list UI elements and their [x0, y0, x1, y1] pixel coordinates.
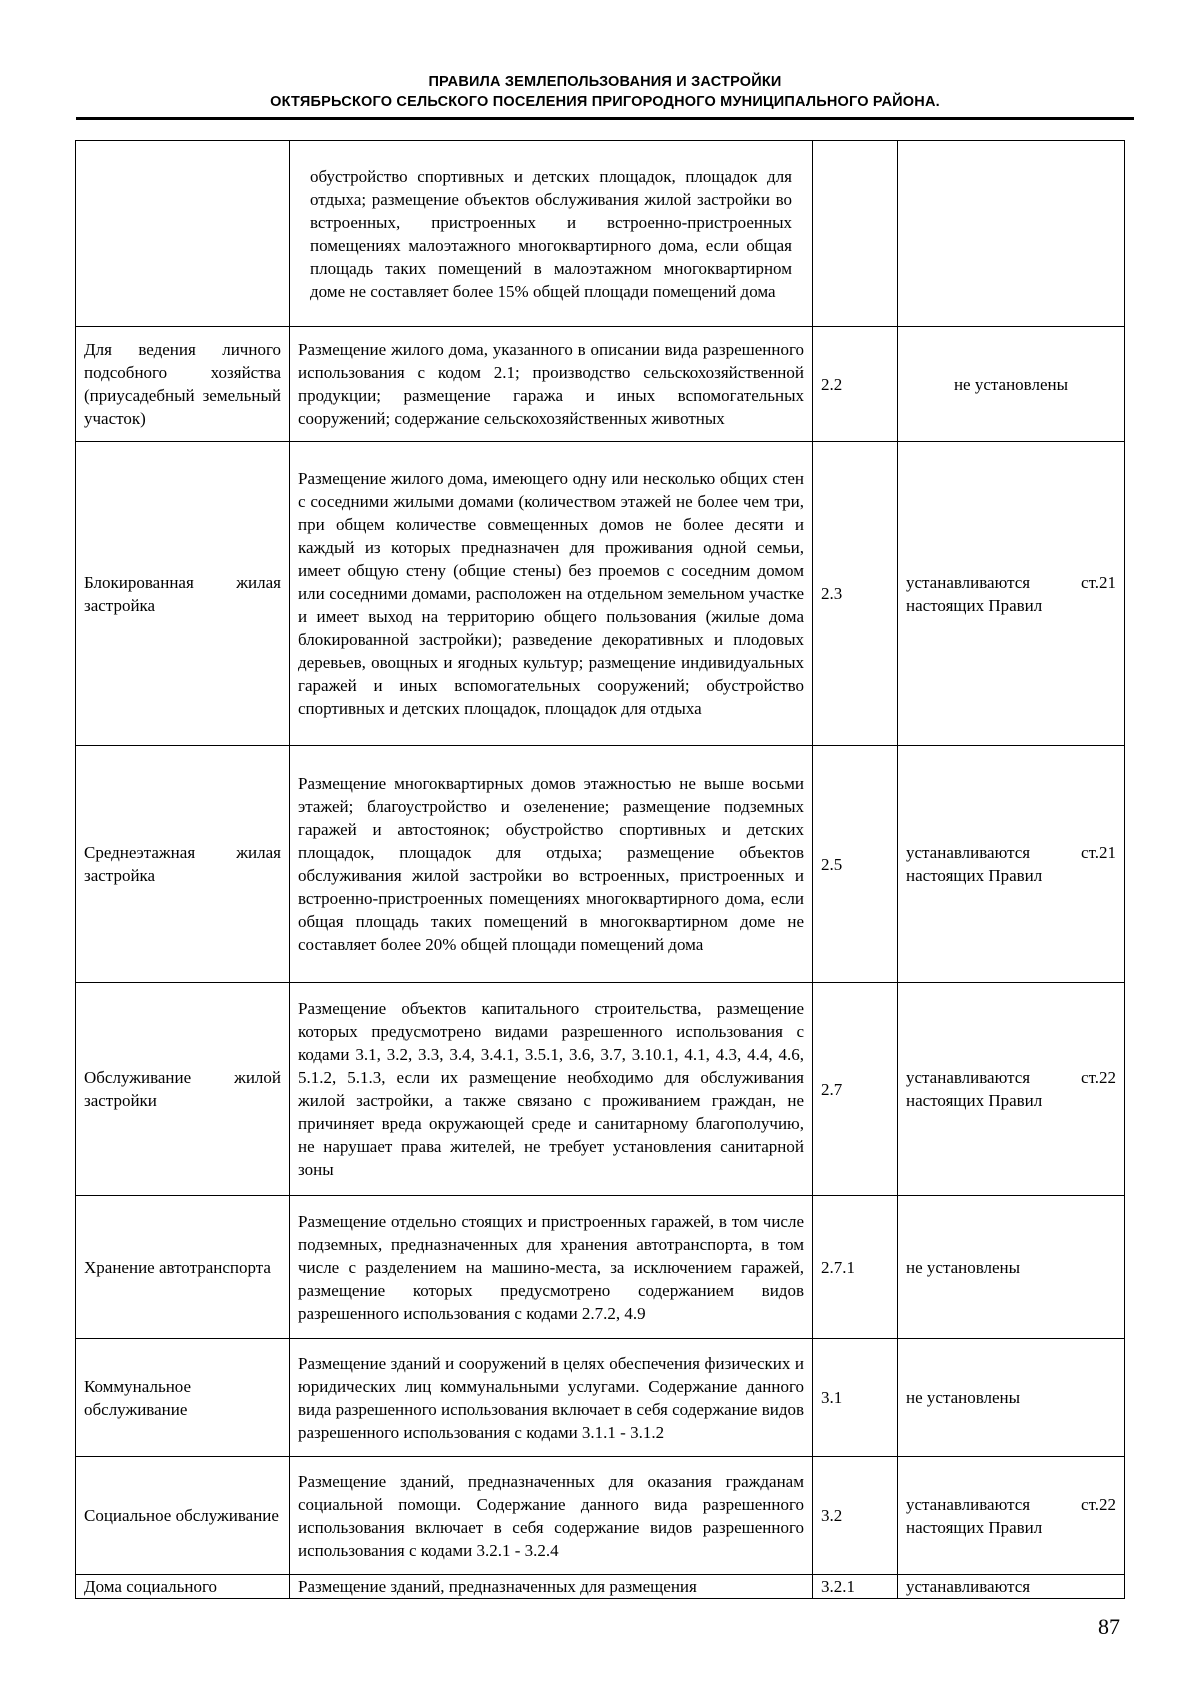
use-code-cell — [813, 141, 898, 327]
use-code-cell: 2.2 — [813, 327, 898, 442]
page-number: 87 — [1098, 1614, 1120, 1639]
use-parameters-cell: устанавливаются — [898, 1575, 1125, 1599]
use-description-cell: Размещение зданий, предназначенных для оказания гражданам социальной помощи. Содержание данного вида разрешенного использования включает в себя содержание видов разрешенного использования с кодами 3.2.1 - 3.2.4 — [290, 1457, 813, 1575]
use-name-cell: Обслуживание жилой застройки — [76, 983, 290, 1196]
use-name-cell: Социальное обслуживание — [76, 1457, 290, 1575]
use-description-cell: Размещение многоквартирных домов этажностью не выше восьми этажей; благоустройство и озеленение; размещение подземных гаражей и автостоянок; обустройство спортивных и детских площадок, площадок для отдыха; размещение объектов обслуживания жилой застройки во встроенных, пристроенных и встроенно-пристроенных помещениях многоквартирного дома, если общая площадь таких помещений в многоквартирном доме не составляет более 20% общей площади помещений дома — [290, 746, 813, 983]
use-description-cell: Размещение зданий, предназначенных для размещения — [290, 1575, 813, 1599]
use-name-cell: Блокированная жилая застройка — [76, 442, 290, 746]
use-description-cell: Размещение отдельно стоящих и пристроенных гаражей, в том числе подземных, предназначенных для хранения автотранспорта, в том числе с разделением на машино-места, за исключением гаражей, размещение которых предусмотрено содержанием видов разрешенного использования с кодами 2.7.2, 4.9 — [290, 1196, 813, 1339]
use-code-cell: 3.1 — [813, 1339, 898, 1457]
header-line-1: ПРАВИЛА ЗЕМЛЕПОЛЬЗОВАНИЯ И ЗАСТРОЙКИ — [428, 74, 782, 90]
use-name-cell: Дома социального — [76, 1575, 290, 1599]
table-row — [76, 983, 1125, 1196]
use-code-cell: 2.5 — [813, 746, 898, 983]
use-parameters-cell: устанавливаются ст.21 настоящих Правил — [898, 746, 1125, 983]
table-row — [76, 1457, 1125, 1575]
use-parameters-cell: устанавливаются ст.22 настоящих Правил — [898, 1457, 1125, 1575]
use-parameters-cell: устанавливаются ст.22 настоящих Правил — [898, 983, 1125, 1196]
use-parameters-cell — [898, 141, 1125, 327]
table-row — [76, 442, 1125, 746]
document-header — [76, 72, 1134, 112]
land-use-table — [75, 140, 1125, 1599]
header-rule — [76, 117, 1134, 120]
use-description-cell: Размещение жилого дома, указанного в описании вида разрешенного использования с кодом 2.1; производство сельскохозяйственной продукции; размещение гаража и иных вспомогательных сооружений; содержание сельскохозяйственных животных — [290, 327, 813, 442]
table-row — [76, 141, 1125, 327]
header-line-2: ОКТЯБРЬСКОГО СЕЛЬСКОГО ПОСЕЛЕНИЯ ПРИГОРОДНОГО МУНИЦИПАЛЬНОГО РАЙОНА. — [270, 94, 940, 110]
use-name-cell — [76, 141, 290, 327]
table-row — [76, 327, 1125, 442]
use-description-cell: Размещение зданий и сооружений в целях обеспечения физических и юридических лиц коммунальными услугами. Содержание данного вида разрешенного использования включает в себя содержание видов разрешенного использования с кодами 3.1.1 - 3.1.2 — [290, 1339, 813, 1457]
use-code-cell: 3.2 — [813, 1457, 898, 1575]
use-parameters-cell: не установлены — [898, 1339, 1125, 1457]
use-code-cell: 2.3 — [813, 442, 898, 746]
use-name-cell: Среднеэтажная жилая застройка — [76, 746, 290, 983]
use-description-cell: обустройство спортивных и детских площадок, площадок для отдыха; размещение объектов обслуживания жилой застройки во встроенных, пристроенных и встроенно-пристроенных помещениях малоэтажного многоквартирного дома, если общая площадь таких помещений в малоэтажном многоквартирном доме не составляет более 15% общей площади помещений дома — [290, 141, 813, 327]
use-parameters-cell: не установлены — [898, 327, 1125, 442]
use-parameters-cell: не установлены — [898, 1196, 1125, 1339]
use-code-cell: 3.2.1 — [813, 1575, 898, 1599]
use-name-cell: Коммунальное обслуживание — [76, 1339, 290, 1457]
use-parameters-cell: устанавливаются ст.21 настоящих Правил — [898, 442, 1125, 746]
table-row — [76, 746, 1125, 983]
table-row — [76, 1339, 1125, 1457]
use-code-cell: 2.7.1 — [813, 1196, 898, 1339]
table-row — [76, 1575, 1125, 1599]
use-name-cell: Хранение автотранспорта — [76, 1196, 290, 1339]
use-name-cell: Для ведения личного подсобного хозяйства (приусадебный земельный участок) — [76, 327, 290, 442]
table-row — [76, 1196, 1125, 1339]
use-description-cell: Размещение объектов капитального строительства, размещение которых предусмотрено видами разрешенного использования с кодами 3.1, 3.2, 3.3, 3.4, 3.4.1, 3.5.1, 3.6, 3.7, 3.10.1, 4.1, 4.3, 4.4, 4.6, 5.1.2, 5.1.3, если их размещение необходимо для обслуживания жилой застройки, а также связано с проживанием граждан, не причиняет вреда окружающей среде и санитарному благополучию, не нарушает права жителей, не требует установления санитарной зоны — [290, 983, 813, 1196]
use-description-cell: Размещение жилого дома, имеющего одну или несколько общих стен с соседними жилыми домами (количеством этажей не более чем три, при общем количестве совмещенных домов не более десяти и каждый из которых предназначен для проживания одной семьи, имеет общую стену (общие стены) без проемов с соседним домом или соседними домами, расположен на отдельном земельном участке и имеет выход на территорию общего пользования (жилые дома блокированной застройки); разведение декоративных и плодовых деревьев, овощных и ягодных культур; размещение индивидуальных гаражей и иных вспомогательных сооружений; обустройство спортивных и детских площадок, площадок для отдыха — [290, 442, 813, 746]
use-code-cell: 2.7 — [813, 983, 898, 1196]
